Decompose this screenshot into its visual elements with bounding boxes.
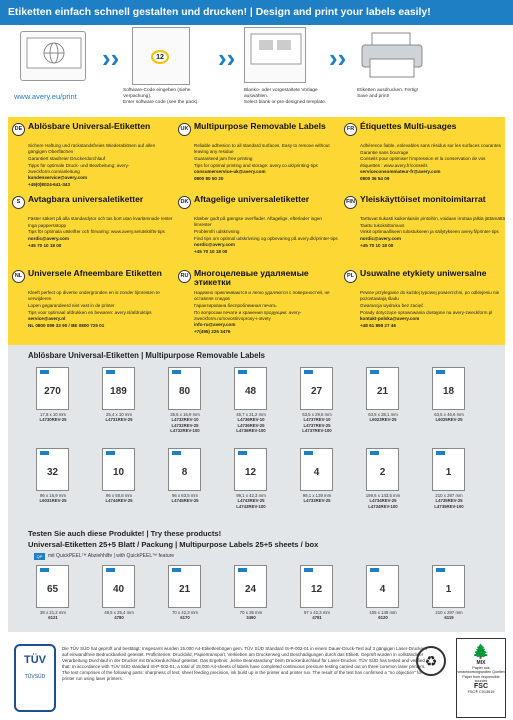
labels-per-sheet: 65 [46, 584, 59, 595]
language-line: Guaranteed jam free printing [194, 155, 253, 161]
avery-logo-icon [436, 451, 445, 455]
labels-per-sheet: 80 [178, 386, 191, 397]
printer-icon [356, 31, 428, 81]
language-line[interactable]: info-ru@avery.com [194, 322, 236, 328]
product-code: 4780 [114, 615, 124, 621]
language-panel [8, 117, 505, 345]
label-size: 25,4 x 10 mm [105, 412, 133, 417]
product-code: 3490 [246, 615, 256, 621]
product-info [163, 493, 207, 504]
product-code: L4732REV-25 [171, 422, 199, 428]
product-info [361, 493, 405, 509]
labels-per-sheet: 21 [178, 584, 191, 595]
product-code: L4736REV-100 [236, 428, 266, 434]
language-line: Conseils pour optimiser l'impression et la conservation de vos étiquettes : www.avery.fr/conseils [360, 156, 486, 168]
product-info [295, 412, 339, 433]
label-sheet-thumbnail [168, 565, 201, 608]
product-code: L6025REV-25 [435, 417, 463, 423]
language-title: Многоцелевые удаляемые этикетки [194, 268, 309, 288]
label-sheet-thumbnail [102, 367, 135, 410]
language-body [194, 216, 340, 256]
language-block-fr [344, 122, 506, 197]
product-info [361, 412, 405, 423]
product-code: 6120 [378, 615, 388, 621]
recycle-icon: ♻ [416, 646, 446, 676]
language-code-badge: DE [12, 123, 25, 136]
product-info [295, 493, 339, 504]
language-code-badge: S [12, 196, 25, 209]
product-code: L4736REV-25 [237, 422, 265, 428]
product-code: L4730REV-25 [39, 417, 67, 423]
language-block-dk [178, 195, 340, 270]
footer [0, 632, 513, 720]
product-code: 6121 [48, 615, 58, 621]
product-panel [8, 345, 505, 632]
language-code-badge: PL [344, 270, 357, 283]
label-size: 99,1 x 139 mm [302, 493, 332, 498]
label-size: 63,5 x 46,6 mm [434, 412, 464, 417]
label-sheet-thumbnail [366, 565, 399, 608]
label-sheet-thumbnail [102, 448, 135, 491]
product-code: L4743REV-100 [236, 503, 266, 509]
language-block-ru [178, 269, 340, 344]
language-line: Problemfri udskrivning [194, 228, 240, 234]
language-line[interactable]: +45 70 10 18 00 [194, 248, 228, 254]
label-size: 96 x 63,5 mm [171, 493, 199, 498]
label-size: 63,5 x 29,6 mm [302, 412, 332, 417]
label-sheet-thumbnail [234, 565, 267, 608]
globe-icon [21, 32, 87, 82]
avery-logo-icon [172, 370, 181, 374]
language-block-fin [344, 195, 506, 270]
language-line[interactable]: serviceconsommateur-fr@avery.com [360, 169, 441, 175]
section-title: Ablösbare Universal-Etiketten | Multipurpose Removable Labels [28, 351, 266, 360]
language-line: Garantiert staufreier Druckerdurchlauf [28, 155, 106, 161]
labels-per-sheet: 12 [310, 584, 323, 595]
label-sheet-thumbnail [36, 367, 69, 410]
product-info [163, 412, 207, 433]
language-line: Reliable adhesion to all standard surfaces. Easy to remove without leaving any residue [194, 143, 330, 155]
language-body [28, 290, 174, 330]
product-code: L6023REV-25 [369, 417, 397, 423]
language-line: Tips för optimala utskrifter och förvaring: www.avery.se/utskrifts-tips [28, 229, 165, 235]
product-code: L4734REV-100 [368, 503, 398, 509]
label-size: 45,7 x 21,2 mm [236, 412, 266, 417]
language-line[interactable]: +45 70 10 18 00 [360, 242, 394, 248]
quickpeel-badge-icon: QP [34, 553, 45, 560]
product-code: L4737REV-10 [303, 417, 331, 423]
label-sheet-thumbnail [366, 367, 399, 410]
language-line: Taattu tukoksittomuus [360, 222, 405, 228]
language-body [28, 143, 174, 189]
avery-logo-icon [238, 568, 247, 572]
language-line: По вопросам печати и хранения продукции: avery-zweckform.ru/novosti/voprosy-i-otvety [194, 309, 302, 321]
language-code-badge: FR [344, 123, 357, 136]
label-size: 97 x 42,3 mm [303, 610, 331, 615]
label-size: 105 x 148 mm [369, 610, 397, 615]
product-code: L4732REV-10 [171, 417, 199, 423]
language-line[interactable]: NL 0800 099 33 90 / BE 0800 725 01 [28, 322, 105, 328]
language-title: Yleiskäyttöiset monitoimitarrat [360, 194, 486, 204]
avery-logo-icon [40, 451, 49, 455]
avery-logo-icon [40, 568, 49, 572]
labels-per-sheet: 4 [379, 584, 386, 595]
language-line: Inga pappersstopp [28, 222, 67, 228]
avery-logo-icon [436, 568, 445, 572]
labels-per-sheet: 10 [112, 467, 125, 478]
label-sheet-thumbnail [366, 448, 399, 491]
avery-logo-icon [436, 370, 445, 374]
language-line: Fäster säkert på alla standardytor och tas bort utan kvarlämnade rester [28, 216, 173, 221]
labels-per-sheet: 48 [244, 386, 257, 397]
header-banner: Etiketten einfach schnell gestalten und drucken! | Design and print your labels easily! [0, 0, 513, 25]
section-subtitle: Universal-Etiketten 25+5 Blatt / Packung | Multipurpose Labels 25+5 sheets / box [28, 540, 319, 549]
language-line[interactable]: +45 70 10 18 00 [28, 242, 62, 248]
avery-logo-icon [106, 370, 115, 374]
product-info [361, 610, 405, 621]
screen-icon [245, 28, 307, 84]
avery-logo-icon [304, 568, 313, 572]
labels-per-sheet: 21 [376, 386, 389, 397]
product-info [229, 493, 273, 509]
language-line: Kleeft perfect op diverse ondergronden en is zonder lijmresten te verwijderen [28, 290, 160, 302]
label-size: 210 x 297 mm [435, 493, 463, 498]
labels-per-sheet: 2 [379, 467, 386, 478]
avery-logo-icon [370, 451, 379, 455]
label-sheet-thumbnail [432, 448, 465, 491]
language-block-s [12, 195, 174, 270]
language-title: Étiquettes Multi-usages [360, 121, 457, 131]
website-url[interactable]: www.avery.eu/print [14, 92, 77, 101]
step-arrow-icon: ›› [102, 43, 120, 73]
language-line: Tipps für optimale Druck- und Bearbeitung: avery-zweckform.com/anleitung [28, 162, 130, 174]
product-info [163, 610, 207, 621]
language-line[interactable]: 0800 80 50 20 [194, 175, 224, 181]
language-line: Lopen gegarandeerd niet vast in de printer [28, 302, 115, 308]
language-title: Ablösbare Universal-Etiketten [28, 121, 151, 131]
language-body [28, 216, 174, 249]
avery-logo-icon [106, 568, 115, 572]
avery-logo-icon [304, 451, 313, 455]
template-illustration [244, 27, 306, 83]
product-code: L4735REV-100 [434, 503, 464, 509]
language-line: Gwarancja wydruku bez zacięć [360, 302, 424, 308]
language-line: Tips for optimal printing and storage: avery.co.uk/printing-tips [194, 162, 318, 168]
product-code: L4743REV-25 [237, 498, 265, 504]
language-block-uk [178, 122, 340, 197]
language-code-badge: RU [178, 270, 191, 283]
label-size: 99,1 x 42,3 mm [236, 493, 266, 498]
product-info [97, 610, 141, 621]
product-info [31, 493, 75, 504]
language-code-badge: FIN [344, 196, 357, 209]
product-info [295, 610, 339, 621]
label-size: 17,8 x 10 mm [39, 412, 67, 417]
avery-logo-icon [370, 568, 379, 572]
language-block-pl [344, 269, 506, 344]
avery-logo-icon [106, 451, 115, 455]
avery-logo-icon [304, 370, 313, 374]
product-info [427, 610, 471, 621]
step-3-caption: Etiketten ausdrucken. Fertig! Save and print! [357, 88, 419, 100]
language-block-nl [12, 269, 174, 344]
label-sheet-thumbnail [36, 448, 69, 491]
avery-logo-icon [172, 451, 181, 455]
language-code-badge: DK [178, 196, 191, 209]
language-line[interactable]: 0800 36 54 09 [360, 175, 390, 181]
language-line: Pewne przyleganie do każdej typowej powierzchni, po odklejeniu nie pozostawiają śladu [360, 290, 500, 302]
label-sheet-thumbnail [168, 367, 201, 410]
language-line[interactable]: +49(0)8024-641-343 [28, 182, 71, 188]
language-title: Multipurpose Removable Labels [194, 121, 326, 131]
avery-logo-icon [40, 370, 49, 374]
product-code: 6119 [444, 615, 454, 621]
steps-strip [0, 25, 513, 115]
fsc-logo-icon: 🌲 MIX Papier aus verantwortungsvollen Quellen Paper from responsible sources FSC FSC® C013619 [456, 638, 506, 718]
language-line[interactable]: consumerservice-uk@avery.com [194, 169, 266, 175]
software-code-illustration [132, 27, 190, 85]
product-info [97, 412, 141, 423]
avery-logo-icon [238, 451, 247, 455]
tuv-seal-icon: TÜV TÜVSÜD [14, 644, 56, 712]
language-line[interactable]: kontakt-polska@avery.com [360, 316, 420, 322]
language-line: Find tips om optimal udskrivning og opbevaring på avery.dk/printer-tips [194, 235, 338, 241]
language-body [360, 143, 506, 183]
language-line: Garantie sans bourrage [360, 149, 409, 155]
quickpeel-note: mit QuickPEEL™ Abziehhilfe | with QuickPEEL™ feature [48, 553, 175, 559]
monitor-illustration [20, 31, 86, 81]
language-line[interactable]: nordic@avery.com [194, 242, 235, 248]
avery-logo-icon [172, 568, 181, 572]
label-size: 70 x 42,3 mm [171, 610, 199, 615]
language-title: Aftagelige universaletiketter [194, 194, 310, 204]
labels-per-sheet: 189 [110, 386, 127, 397]
language-line[interactable]: +7(495) 226 3476 [194, 329, 231, 335]
product-info [427, 493, 471, 509]
language-line: Sichere Haftung und rückstandsfreies Wiederablösen auf allen gängigen Oberflächen [28, 143, 156, 155]
code-circle: 12 [151, 50, 169, 64]
product-code: L4745REV-25 [171, 498, 199, 504]
language-line[interactable]: nordic@avery.com [360, 236, 401, 242]
product-code: 4781 [312, 615, 322, 621]
label-sheet-thumbnail [300, 367, 333, 410]
product-code: L4731REV-25 [105, 417, 133, 423]
product-info [229, 610, 273, 621]
label-size: 38 x 21,2 mm [39, 610, 67, 615]
language-line[interactable]: +48 61 898 27 46 [360, 322, 396, 328]
label-sheet-thumbnail [36, 565, 69, 608]
language-body [360, 216, 506, 249]
product-info [31, 412, 75, 423]
language-title: Usuwalne etykiety uniwersalne [360, 268, 487, 278]
label-size: 96 x 16,9 mm [39, 493, 67, 498]
label-sheet-thumbnail [432, 565, 465, 608]
product-code: L4735REV-25 [435, 498, 463, 504]
tuv-certificate-text: Die TÜV SÜD hat geprüft und bestätigt: Insgesamt wurden 15.000 A4-Etikettenbögen gem. TÜV SÜD Standard IS-P-002-01 in einem Dauer-Druck-Test auf 3 gängigen Laser-Druckern auf einwandfreie Bedruckbarkeit getestet. Prüfkriterien: Druckbild, Papiertransport, Verkleben am Druckerweg und Beschädigungen durch das Etikett. Geprüft wurden in vollständiger Verarbeitung Durchlauf in der Drucker mit Druckerdurchlauf getestet. Das Ergebnis: „keine Beanstandung" beim Druckerdurchlauf für Laser-Drucker. TÜV SÜD has tested and verified that: In accordance with TÜV SÜD standard IS-P-002-01, a total of 15,000 A4-sheets of labels have completed continuous pressure testing carried out on three common laser printers. The test comprises of the following parts: sharpness of text, sheet feeding precision, ink build up in the printer and printer run. The result of the test has confirmed a "no objection" for printer run using laser printers. [62, 646, 428, 682]
labels-per-sheet: 1 [445, 584, 452, 595]
language-line: Adhérence fiable, enlevables sans résidus sur les surfaces courantes [360, 143, 501, 148]
labels-per-sheet: 12 [244, 467, 257, 478]
label-size: 96 x 50,8 mm [105, 493, 133, 498]
language-line: Tips voor optimaal afdrukken en bewaren: avery.nl/afdruktips [28, 309, 152, 315]
label-sheet-thumbnail [234, 448, 267, 491]
language-title: Universele Afneembare Etiketten [28, 268, 162, 278]
language-code-badge: UK [178, 123, 191, 136]
language-line: Porady dotyczące oprawowania dostępne na avery-zweckform.pl [360, 309, 493, 315]
language-line[interactable]: nordic@avery.com [28, 236, 69, 242]
language-body [360, 290, 506, 330]
labels-per-sheet: 24 [244, 584, 257, 595]
labels-per-sheet: 1 [445, 467, 452, 478]
label-size: 210 x 297 mm [435, 610, 463, 615]
language-line[interactable]: kundenservice@avery.com [28, 175, 88, 181]
product-info [427, 412, 471, 423]
label-sheet-thumbnail [102, 565, 135, 608]
language-block-de [12, 122, 174, 197]
product-code: L4736REV-10 [237, 417, 265, 423]
step-1-caption: Software-Code eingeben (siehe Verpackung). Enter software code (see the pack). [123, 88, 199, 106]
section-title: Testen Sie auch diese Produkte! | Try these products! [28, 529, 222, 538]
labels-per-sheet: 18 [442, 386, 455, 397]
label-sheet-thumbnail [234, 367, 267, 410]
label-sheet-thumbnail [300, 565, 333, 608]
product-code: L4737REV-100 [302, 428, 332, 434]
language-line: Гарантирована беспроблемная печать [194, 302, 277, 308]
language-body [194, 143, 340, 183]
label-sheet-thumbnail [300, 448, 333, 491]
language-title: Avtagbara universaletiketter [28, 194, 144, 204]
product-code: L4744REV-25 [105, 498, 133, 504]
label-size: 63,5 x 38,1 mm [368, 412, 398, 417]
label-sheet-thumbnail [432, 367, 465, 410]
product-info [229, 412, 273, 433]
labels-per-sheet: 270 [44, 386, 61, 397]
label-sheet-thumbnail [168, 448, 201, 491]
product-info [31, 610, 75, 621]
product-code: L4733REV-25 [303, 498, 331, 504]
language-line[interactable]: service@avery.nl [28, 316, 66, 322]
language-line: Надежно приклеиваются и легко удаляются с поверхностей, не оставляя следов [194, 290, 330, 302]
product-code: L6031REV-25 [39, 498, 67, 504]
language-line: Tarttuvat tiukasti kaikenlaisiin pintoihin, voidaan irrottaa jälkiä jättämättä [360, 216, 506, 221]
step-2-caption: Blanko- oder vorgestaltete Vorlage auswählen. Select blank or pre-designed template. [244, 88, 327, 106]
label-size: 48,5 x 25,4 mm [104, 610, 134, 615]
language-line: Klæber godt på gængse overflader. Aftagelige, efterlader ingen limrester [194, 216, 322, 228]
language-line: Vinkit optimaalliseen tulostukseen ja säilytykseen avery.fi/printer-tips [360, 229, 499, 235]
product-code: L4734REV-25 [369, 498, 397, 504]
avery-logo-icon [238, 370, 247, 374]
label-size: 35,6 x 16,9 mm [170, 412, 200, 417]
step-arrow-icon: ›› [329, 43, 347, 73]
labels-per-sheet: 8 [181, 467, 188, 478]
label-size: 199,6 x 143,5 mm [365, 493, 401, 498]
label-size: 70 x 36 mm [239, 610, 263, 615]
labels-per-sheet: 4 [313, 467, 320, 478]
avery-logo-icon [370, 370, 379, 374]
labels-per-sheet: 32 [46, 467, 59, 478]
language-body [194, 290, 340, 336]
labels-per-sheet: 40 [112, 584, 125, 595]
labels-per-sheet: 27 [310, 386, 323, 397]
product-code: 6170 [180, 615, 190, 621]
step-arrow-icon: ›› [218, 43, 236, 73]
product-code: L4737REV-25 [303, 422, 331, 428]
product-code: L4732REV-100 [170, 428, 200, 434]
language-code-badge: NL [12, 270, 25, 283]
product-info [97, 493, 141, 504]
